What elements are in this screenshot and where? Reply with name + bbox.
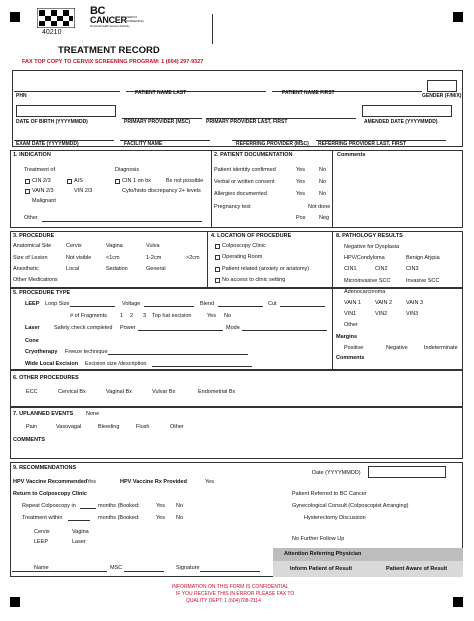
checkbox-colposcopy-clinic[interactable] xyxy=(215,244,220,249)
checkbox-ais[interactable] xyxy=(67,179,72,184)
recommendation-date-field[interactable] xyxy=(368,466,446,478)
top-rule xyxy=(212,14,213,44)
bc-cancer-logo: BC CANCER CERVIX SCREENING Provincial Health Services Authority xyxy=(90,5,144,28)
gender-field[interactable] xyxy=(427,80,457,92)
section-unplanned-events xyxy=(10,407,463,459)
barcode-icon xyxy=(37,8,75,28)
checkbox-cin1[interactable] xyxy=(115,179,120,184)
checkbox-vain23[interactable] xyxy=(25,189,30,194)
checkbox-cin23[interactable] xyxy=(25,179,30,184)
form-title: TREATMENT RECORD xyxy=(58,45,160,56)
checkbox-patient-related[interactable] xyxy=(215,267,220,272)
fax-line: FAX TOP COPY TO CERVIX SCREENING PROGRAM: 1 (604) 297-9327 xyxy=(22,59,204,65)
dob-field[interactable] xyxy=(16,105,116,117)
registration-mark-top-left xyxy=(10,12,20,22)
registration-mark-bottom-left xyxy=(10,597,20,607)
form-code: 40210 xyxy=(42,29,62,36)
checkbox-operating-room[interactable] xyxy=(215,255,220,260)
checkbox-no-access[interactable] xyxy=(215,278,220,283)
registration-mark-bottom-right xyxy=(453,597,463,607)
registration-mark-top-right xyxy=(453,12,463,22)
amended-date-field[interactable] xyxy=(362,105,452,117)
